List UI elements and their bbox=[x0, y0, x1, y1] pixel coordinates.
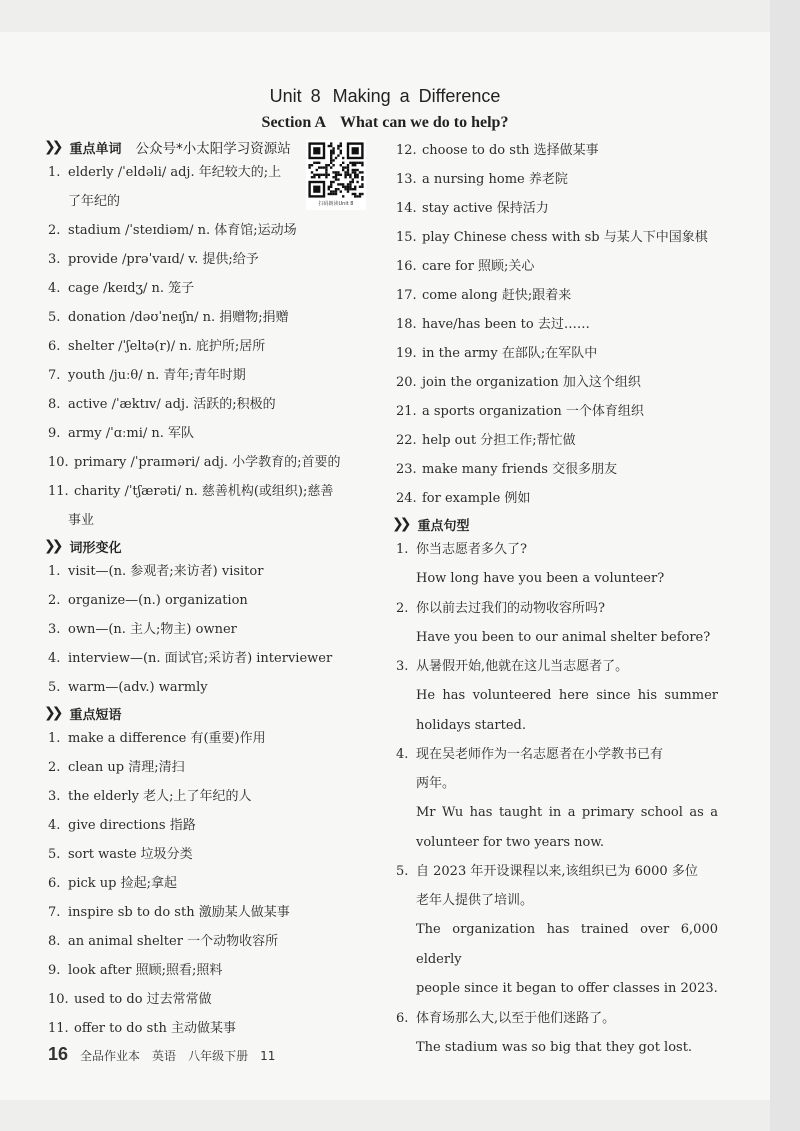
item-text: provide /prəˈvaɪd/ v. 提供;给予 bbox=[68, 252, 259, 267]
item-text: donation /dəʊˈneɪʃn/ n. 捐赠物;捐赠 bbox=[68, 310, 289, 325]
sentence-zh-line: 自 2023 年开设课程以来,该组织已为 6000 多位 bbox=[416, 864, 698, 879]
sentence-english-line: He has volunteered here since his summer bbox=[416, 688, 718, 703]
list-item bbox=[48, 724, 370, 753]
item-number: 22. bbox=[396, 433, 417, 448]
item-text: play Chinese chess with sb 与某人下中国象棋 bbox=[422, 230, 708, 245]
item-number: 2. bbox=[48, 760, 61, 775]
list-item bbox=[48, 811, 370, 840]
sentence-zh-line: 你以前去过我们的动物收容所吗? bbox=[416, 600, 605, 616]
item-text: help out 分担工作;帮忙做 bbox=[422, 433, 576, 448]
watermark-text: 公众号*小太阳学习资源站 bbox=[135, 141, 291, 157]
item-number: 5. bbox=[48, 847, 61, 862]
item-number: 11. bbox=[48, 484, 69, 499]
item-number: 11. bbox=[48, 1021, 69, 1036]
item-text-continued: 了年纪的 bbox=[68, 194, 121, 209]
item-text: the elderly 老人;上了年纪的人 bbox=[68, 789, 252, 804]
item-number: 23. bbox=[396, 462, 417, 477]
list-item bbox=[48, 274, 370, 303]
item-number: 18. bbox=[396, 317, 417, 332]
item-number: 4. bbox=[396, 747, 409, 762]
phrases-list bbox=[48, 724, 370, 1043]
list-item bbox=[396, 310, 718, 339]
item-text: organize—(n.) organization bbox=[68, 593, 248, 608]
item-number: 3. bbox=[48, 789, 61, 804]
sentence-english-line: Have you been to our animal shelter before? bbox=[416, 629, 711, 645]
sentence-english-line: people since it began to offer classes in 2023. bbox=[416, 981, 718, 996]
item-text: in the army 在部队;在军队中 bbox=[422, 346, 598, 361]
item-number: 2. bbox=[48, 593, 61, 608]
item-number: 10. bbox=[48, 992, 69, 1007]
list-item bbox=[396, 339, 718, 368]
sentence-chinese bbox=[396, 857, 718, 886]
item-text: used to do 过去常常做 bbox=[74, 992, 212, 1007]
sentence-chinese bbox=[396, 594, 718, 623]
item-number: 4. bbox=[48, 651, 61, 666]
list-item bbox=[396, 484, 718, 513]
list-item bbox=[396, 223, 718, 252]
item-text: inspire sb to do sth 激励某人做某事 bbox=[68, 905, 290, 920]
item-number: 1. bbox=[48, 165, 61, 180]
sentences-list bbox=[396, 535, 718, 1062]
item-text: make a difference 有(重要)作用 bbox=[68, 731, 266, 746]
list-item bbox=[48, 390, 370, 419]
qr-code[interactable] bbox=[306, 140, 366, 210]
item-number: 2. bbox=[396, 600, 409, 616]
unit-title bbox=[0, 86, 770, 107]
sentence-zh-line: 两年。 bbox=[416, 776, 456, 791]
sentences-heading: ❯❯ 重点句型 bbox=[392, 516, 470, 534]
item-text: for example 例如 bbox=[422, 491, 531, 506]
footer-book: 全品作业本 bbox=[80, 1049, 141, 1063]
item-text: active /ˈæktɪv/ adj. 活跃的;积极的 bbox=[68, 397, 276, 412]
list-item bbox=[396, 165, 718, 194]
item-number: 17. bbox=[396, 288, 417, 303]
page-number: 16 bbox=[48, 1044, 69, 1064]
item-text-continued: 事业 bbox=[68, 513, 95, 528]
item-number: 14. bbox=[396, 201, 417, 216]
scan-right-edge bbox=[770, 0, 800, 1131]
item-number: 19. bbox=[396, 346, 417, 361]
list-item bbox=[48, 419, 370, 448]
list-item bbox=[396, 426, 718, 455]
list-item bbox=[48, 615, 370, 644]
sentence-english-line: holidays started. bbox=[416, 717, 526, 733]
sentence-chinese bbox=[396, 740, 718, 769]
list-item bbox=[48, 303, 370, 332]
list-item bbox=[396, 368, 718, 397]
sentence-chinese bbox=[396, 652, 718, 681]
item-text: choose to do sth 选择做某事 bbox=[422, 143, 599, 158]
left-column bbox=[44, 136, 370, 1043]
list-item bbox=[396, 136, 718, 165]
item-number: 1. bbox=[48, 731, 61, 746]
item-text: look after 照顾;照看;照料 bbox=[68, 963, 223, 978]
list-item bbox=[48, 557, 370, 586]
item-text: clean up 清理;清扫 bbox=[68, 760, 185, 775]
double-chevron-icon: ❯❯ bbox=[392, 516, 408, 532]
sentence-zh-line: 从暑假开始,他就在这儿当志愿者了。 bbox=[416, 659, 629, 674]
item-number: 10. bbox=[48, 455, 69, 470]
section-label: Section A bbox=[261, 114, 326, 131]
item-text: army /ˈɑːmi/ n. 军队 bbox=[68, 426, 195, 441]
item-number: 9. bbox=[48, 963, 61, 978]
unit-label: Unit 8 bbox=[269, 86, 321, 106]
scan-top-margin bbox=[0, 0, 770, 32]
vocab-heading: ❯❯ 重点单词 公众号*小太阳学习资源站 bbox=[44, 139, 291, 157]
item-text: pick up 捡起;拿起 bbox=[68, 876, 177, 891]
list-item bbox=[48, 245, 370, 274]
item-text: offer to do sth 主动做某事 bbox=[74, 1021, 236, 1036]
list-item bbox=[48, 332, 370, 361]
item-number: 5. bbox=[48, 680, 61, 695]
item-text: an animal shelter 一个动物收容所 bbox=[68, 934, 279, 949]
sentence-english-line: Mr Wu has taught in a primary school as a bbox=[416, 805, 718, 820]
qr-caption: 扫码朗读Unit 8 bbox=[318, 201, 354, 207]
vocab-list bbox=[48, 158, 370, 535]
list-item bbox=[48, 586, 370, 615]
item-number: 24. bbox=[396, 491, 417, 506]
item-text: a nursing home 养老院 bbox=[422, 172, 568, 187]
list-item bbox=[48, 927, 370, 956]
sentence-english-line: The stadium was so big that they got lost. bbox=[416, 1039, 693, 1055]
list-item bbox=[396, 455, 718, 484]
item-number: 6. bbox=[48, 339, 61, 354]
item-text: youth /juːθ/ n. 青年;青年时期 bbox=[68, 368, 246, 383]
wordforms-heading: ❯❯ 词形变化 bbox=[44, 538, 122, 556]
item-text: have/has been to 去过…… bbox=[422, 317, 590, 332]
list-item bbox=[48, 361, 370, 390]
list-item bbox=[48, 673, 370, 702]
item-number: 5. bbox=[48, 310, 61, 325]
item-number: 3. bbox=[48, 252, 61, 267]
item-text: join the organization 加入这个组织 bbox=[422, 375, 641, 390]
double-chevron-icon: ❯❯ bbox=[44, 139, 60, 155]
list-item bbox=[48, 840, 370, 869]
item-text: interview—(n. 面试官;采访者) interviewer bbox=[68, 651, 333, 666]
list-item bbox=[396, 194, 718, 223]
double-chevron-icon: ❯❯ bbox=[44, 538, 60, 554]
item-number: 3. bbox=[48, 622, 61, 637]
item-text: care for 照顾;关心 bbox=[422, 259, 535, 274]
list-item bbox=[48, 985, 370, 1014]
item-text: visit—(n. 参观者;来访者) visitor bbox=[68, 564, 264, 579]
list-item bbox=[396, 397, 718, 426]
item-number: 4. bbox=[48, 818, 61, 833]
item-text: give directions 指路 bbox=[68, 818, 196, 833]
item-text: cage /keɪdʒ/ n. 笼子 bbox=[68, 281, 195, 296]
list-item bbox=[396, 281, 718, 310]
phrases-heading: ❯❯ 重点短语 bbox=[44, 705, 122, 723]
item-number: 15. bbox=[396, 230, 417, 245]
item-number: 6. bbox=[48, 876, 61, 891]
item-number: 8. bbox=[48, 934, 61, 949]
item-number: 1. bbox=[48, 564, 61, 579]
unit-name: Making a Difference bbox=[332, 86, 501, 106]
list-item bbox=[48, 753, 370, 782]
sentence-zh-line: 现在吴老师作为一名志愿者在小学教书已有 bbox=[416, 747, 664, 762]
list-item bbox=[48, 869, 370, 898]
list-item bbox=[48, 477, 370, 506]
section-title bbox=[0, 114, 770, 132]
item-text: elderly /ˈeldəli/ adj. 年纪较大的;上 bbox=[68, 165, 282, 180]
footer-subject: 英语 bbox=[152, 1049, 177, 1063]
item-number: 16. bbox=[396, 259, 417, 274]
sentence-english-line: How long have you been a volunteer? bbox=[416, 571, 665, 586]
page-footer bbox=[48, 1044, 287, 1065]
item-number: 13. bbox=[396, 172, 417, 187]
item-number: 3. bbox=[396, 659, 409, 674]
section-name: What can we do to help? bbox=[340, 114, 509, 131]
item-number: 7. bbox=[48, 905, 61, 920]
item-number: 20. bbox=[396, 375, 417, 390]
list-item bbox=[48, 1014, 370, 1043]
qr-code-icon bbox=[306, 140, 366, 200]
list-item bbox=[48, 782, 370, 811]
sentence-zh-line: 老年人提供了培训。 bbox=[416, 893, 534, 908]
item-number: 8. bbox=[48, 397, 61, 412]
item-text: come along 赶快;跟着来 bbox=[422, 288, 572, 303]
sentence-chinese bbox=[396, 1004, 718, 1033]
scan-bottom-margin bbox=[0, 1100, 770, 1131]
footer-grade: 八年级下册 bbox=[188, 1049, 249, 1063]
item-number: 6. bbox=[396, 1010, 409, 1026]
item-text: sort waste 垃圾分类 bbox=[68, 847, 193, 862]
sentence-zh-line: 体育场那么大,以至于他们迷路了。 bbox=[416, 1010, 616, 1026]
item-text: make many friends 交很多朋友 bbox=[422, 462, 618, 477]
wordforms-list bbox=[48, 557, 370, 702]
item-number: 7. bbox=[48, 368, 61, 383]
item-number: 21. bbox=[396, 404, 417, 419]
item-text: own—(n. 主人;物主) owner bbox=[68, 622, 237, 637]
footer-code: 11 bbox=[260, 1049, 276, 1063]
sentence-english-line: The organization has trained over 6,000 elderly bbox=[416, 922, 718, 967]
right-column bbox=[392, 136, 718, 1062]
sentence-english-line: volunteer for two years now. bbox=[416, 834, 605, 850]
item-number: 5. bbox=[396, 864, 409, 879]
item-text: a sports organization 一个体育组织 bbox=[422, 404, 644, 419]
sentence-chinese bbox=[396, 535, 718, 564]
item-text: shelter /ˈʃeltə(r)/ n. 庇护所;居所 bbox=[68, 339, 266, 354]
item-text: stadium /ˈsteɪdiəm/ n. 体育馆;运动场 bbox=[68, 223, 297, 238]
list-item bbox=[48, 448, 370, 477]
item-text: primary /ˈpraɪməri/ adj. 小学教育的;首要的 bbox=[74, 455, 341, 470]
list-item bbox=[48, 898, 370, 927]
item-number: 12. bbox=[396, 143, 417, 158]
item-number: 9. bbox=[48, 426, 61, 441]
item-number: 2. bbox=[48, 223, 61, 238]
sentence-zh-line: 你当志愿者多久了? bbox=[416, 542, 527, 557]
list-item bbox=[48, 956, 370, 985]
item-text: stay active 保持活力 bbox=[422, 201, 549, 216]
list-item bbox=[396, 252, 718, 281]
item-text: charity /ˈtʃærəti/ n. 慈善机构(或组织);慈善 bbox=[74, 484, 334, 499]
phrases-list-continued bbox=[396, 136, 718, 513]
item-text: warm—(adv.) warmly bbox=[68, 680, 208, 695]
list-item bbox=[48, 216, 370, 245]
list-item bbox=[48, 644, 370, 673]
item-number: 1. bbox=[396, 542, 409, 557]
double-chevron-icon: ❯❯ bbox=[44, 705, 60, 721]
item-number: 4. bbox=[48, 281, 61, 296]
